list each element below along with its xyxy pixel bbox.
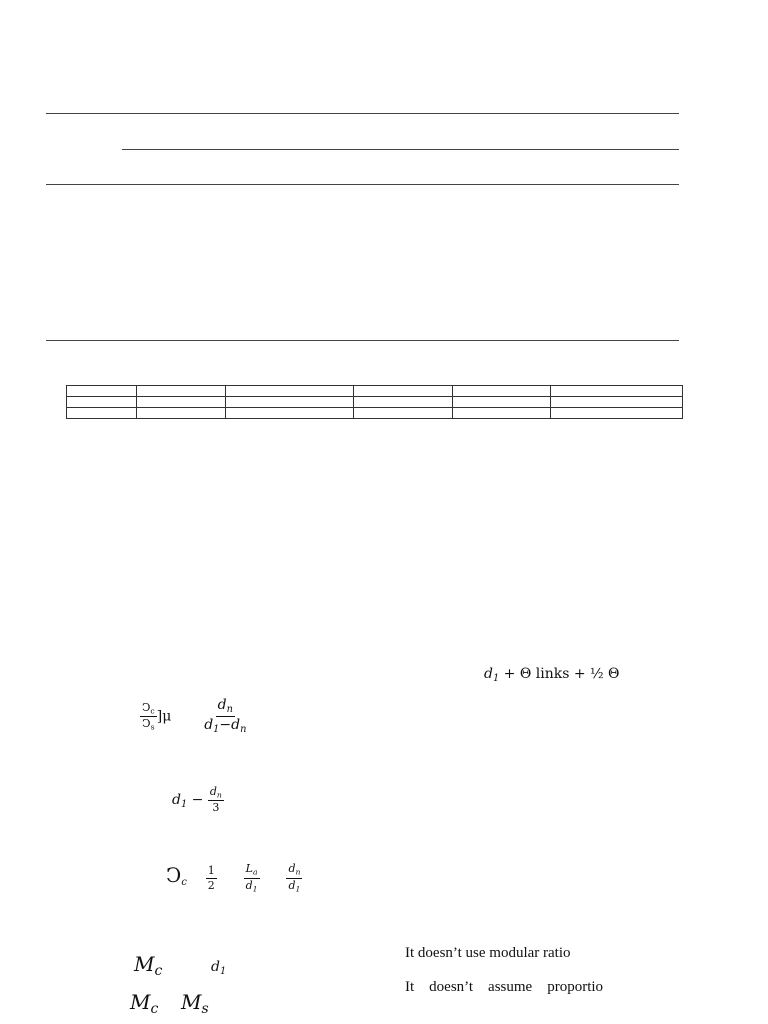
lever-ratio-fraction: $\frac{L_a}{d_1}$ (245, 862, 258, 893)
neutral-axis-fraction: $\frac{d_n}{d_1-d_n}$ (204, 697, 247, 736)
table-cell (354, 397, 453, 408)
table-cell (453, 386, 551, 397)
cover-equation-rest: + Θ links + ½ Θ (499, 666, 620, 682)
stress-ratio-equation (140, 698, 248, 735)
header-bottom-rule (46, 184, 679, 185)
table-cell (137, 397, 226, 408)
note-modular-ratio: It doesn’t use modular ratio (405, 945, 571, 961)
table-row (67, 408, 683, 419)
half-fraction: $\frac{1}{2}$ (207, 863, 215, 892)
cover-equation (484, 666, 620, 684)
moment-equation: Ↄ$_c$ $\frac{1}{2}$ $\frac{L_a}{d_1}$ $\frac{d_n}{d_1}$ (166, 862, 301, 893)
table-cell (67, 408, 137, 419)
table-cell (226, 386, 354, 397)
lever-arm-equation: $d_1$ − $\frac{d_n}{3}$ (172, 785, 222, 815)
table-cell (137, 386, 226, 397)
top-rule (46, 113, 679, 114)
section-rule (46, 340, 679, 341)
table-cell (551, 397, 683, 408)
lever-arm-fraction: $\frac{d_n}{3}$ (209, 785, 222, 815)
depth-ratio-fraction: $\frac{d_n}{d_1}$ (288, 862, 301, 893)
table-row (67, 386, 683, 397)
table-cell (551, 386, 683, 397)
empty-table (66, 385, 683, 419)
table-cell (137, 408, 226, 419)
table-cell (226, 408, 354, 419)
stress-ratio-fraction: $\frac{Ↄ_c}{Ↄ_s}$ (142, 700, 155, 732)
table-cell (226, 397, 354, 408)
table-row (67, 397, 683, 408)
table-cell (67, 386, 137, 397)
table-cell (453, 408, 551, 419)
table-cell (354, 386, 453, 397)
table-cell (67, 397, 137, 408)
table-cell (453, 397, 551, 408)
note-proportion: It doesn’t assume proportio (405, 979, 604, 995)
sub-rule (122, 149, 679, 150)
bracket-mu: ]μ (156, 708, 172, 725)
mc-d1-expression: $M_c$ $d_1$ (134, 952, 227, 980)
table-cell (354, 408, 453, 419)
table-cell (551, 408, 683, 419)
mc-ms-expression: $M_c$ $M_s$ (130, 990, 209, 1018)
d1-symbol: $d_1$ (484, 666, 500, 684)
